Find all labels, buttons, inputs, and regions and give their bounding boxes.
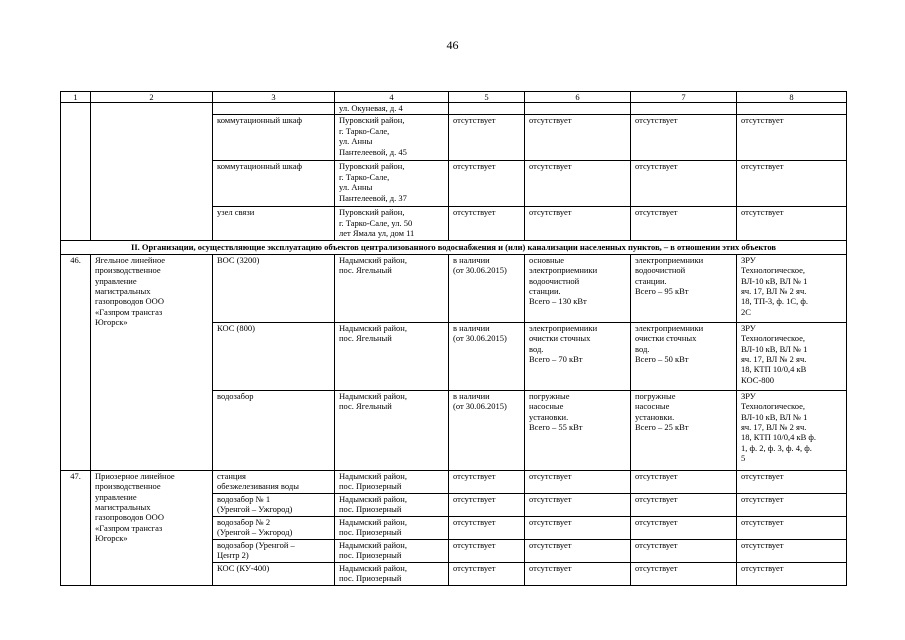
backup-supply-cell: отсутствует (449, 115, 525, 161)
object-name-cell: коммутационный шкаф (213, 161, 335, 207)
page-number: 46 (446, 38, 459, 52)
backup-supply-cell: отсутствует (449, 493, 525, 516)
section-heading-row (61, 241, 847, 254)
table-body (61, 92, 847, 586)
category-two-cell: отсутствует (631, 161, 737, 207)
backup-supply-cell: в наличии (от 30.06.2015) (449, 390, 525, 470)
power-source-cell: ЗРУ Технологическое, ВЛ-10 кВ, ВЛ № 1 яч. 17, ВЛ № 2 яч. 18, КТП 10/0,4 кВ КОС-800 (737, 322, 847, 390)
power-source-cell: ЗРУ Технологическое, ВЛ-10 кВ, ВЛ № 1 яч. 17, ВЛ № 2 яч. 18, КТП 10/0,4 кВ ф. 1, ф. 2, ф. 3, ф. 4, ф. 5 (737, 390, 847, 470)
category-two-cell: отсутствует (631, 207, 737, 241)
address-cell: Надымский район, пос. Приозерный (335, 516, 449, 539)
address-cell: Надымский район, пос. Приозерный (335, 470, 449, 493)
section-heading: II. Организации, осуществляющие эксплуатацию объектов централизованного водоснабжения и (или) канализации населенных пунктов, – в отношении этих объектов (61, 241, 847, 254)
object-name-cell: водозабор (Уренгой – Центр 2) (213, 539, 335, 562)
power-source-cell: отсутствует (737, 470, 847, 493)
category-two-cell: погружные насосные установки. Всего – 25 кВт (631, 390, 737, 470)
table-row (61, 103, 847, 115)
category-two-cell: электроприемники очистки сточных вод. Всего – 50 кВт (631, 322, 737, 390)
category-two-cell (631, 103, 737, 115)
category-one-cell (525, 103, 631, 115)
backup-supply-cell: отсутствует (449, 562, 525, 585)
category-one-cell: отсутствует (525, 539, 631, 562)
table-row (61, 470, 847, 493)
address-cell: Надымский район, пос. Приозерный (335, 539, 449, 562)
object-name-cell: КОС (800) (213, 322, 335, 390)
column-number-row (61, 92, 847, 103)
column-number: 8 (737, 92, 847, 103)
objects-table (60, 91, 847, 586)
object-name-cell: станция обезжелезивания воды (213, 470, 335, 493)
object-name-cell: водозабор № 2 (Уренгой – Ужгород) (213, 516, 335, 539)
backup-supply-cell: отсутствует (449, 207, 525, 241)
power-source-cell: отсутствует (737, 115, 847, 161)
backup-supply-cell: в наличии (от 30.06.2015) (449, 254, 525, 322)
power-source-cell: ЗРУ Технологическое, ВЛ-10 кВ, ВЛ № 1 яч. 17, ВЛ № 2 яч. 18, ТП-3, ф. 1С, ф. 2С (737, 254, 847, 322)
table-row (61, 254, 847, 322)
category-one-cell: погружные насосные установки. Всего – 55 кВт (525, 390, 631, 470)
entry-number-cell: 47. (61, 470, 91, 585)
address-cell: Пуровский район, г. Тарко-Сале, ул. 50 лет Ямала ул, дом 11 (335, 207, 449, 241)
backup-supply-cell (449, 103, 525, 115)
object-name-cell: ВОС (3200) (213, 254, 335, 322)
object-name-cell (213, 103, 335, 115)
category-one-cell: отсутствует (525, 516, 631, 539)
column-number: 3 (213, 92, 335, 103)
organization-cell (91, 103, 213, 241)
object-name-cell: узел связи (213, 207, 335, 241)
backup-supply-cell: отсутствует (449, 539, 525, 562)
object-name-cell: КОС (КУ-400) (213, 562, 335, 585)
power-source-cell (737, 103, 847, 115)
power-source-cell: отсутствует (737, 562, 847, 585)
address-cell: Надымский район, пос. Ягельный (335, 322, 449, 390)
category-one-cell: отсутствует (525, 115, 631, 161)
organization-cell: Приозерное линейное производственное управление магистральных газопроводов ООО «Газпром трансгаз Югорск» (91, 470, 213, 585)
backup-supply-cell: отсутствует (449, 516, 525, 539)
address-cell: ул. Окуневая, д. 4 (335, 103, 449, 115)
address-cell: Пуровский район, г. Тарко-Сале, ул. Анны Пантелеевой, д. 37 (335, 161, 449, 207)
category-one-cell: отсутствует (525, 493, 631, 516)
backup-supply-cell: в наличии (от 30.06.2015) (449, 322, 525, 390)
category-two-cell: отсутствует (631, 562, 737, 585)
backup-supply-cell: отсутствует (449, 161, 525, 207)
category-two-cell: отсутствует (631, 470, 737, 493)
category-one-cell: отсутствует (525, 207, 631, 241)
object-name-cell: водозабор № 1 (Уренгой – Ужгород) (213, 493, 335, 516)
address-cell: Пуровский район, г. Тарко-Сале, ул. Анны Пантелеевой, д. 45 (335, 115, 449, 161)
category-one-cell: отсутствует (525, 562, 631, 585)
power-source-cell: отсутствует (737, 539, 847, 562)
category-one-cell: отсутствует (525, 470, 631, 493)
category-two-cell: отсутствует (631, 493, 737, 516)
object-name-cell: коммутационный шкаф (213, 115, 335, 161)
power-source-cell: отсутствует (737, 207, 847, 241)
category-one-cell: основные электроприемники водоочистной станции. Всего – 130 кВт (525, 254, 631, 322)
category-one-cell: электроприемники очистки сточных вод. Всего – 70 кВт (525, 322, 631, 390)
object-name-cell: водозабор (213, 390, 335, 470)
column-number: 2 (91, 92, 213, 103)
category-two-cell: отсутствует (631, 539, 737, 562)
entry-number-cell: 46. (61, 254, 91, 470)
category-two-cell: электроприемники водоочистной станции. Всего – 95 кВт (631, 254, 737, 322)
power-source-cell: отсутствует (737, 493, 847, 516)
column-number: 5 (449, 92, 525, 103)
address-cell: Надымский район, пос. Ягельный (335, 390, 449, 470)
backup-supply-cell: отсутствует (449, 470, 525, 493)
entry-number-cell (61, 103, 91, 241)
column-number: 7 (631, 92, 737, 103)
organization-cell: Ягельное линейное производственное управление магистральных газопроводов ООО «Газпром трансгаз Югорск» (91, 254, 213, 470)
address-cell: Надымский район, пос. Ягельный (335, 254, 449, 322)
column-number: 1 (61, 92, 91, 103)
column-number: 6 (525, 92, 631, 103)
category-two-cell: отсутствует (631, 115, 737, 161)
address-cell: Надымский район, пос. Приозерный (335, 562, 449, 585)
address-cell: Надымский район, пос. Приозерный (335, 493, 449, 516)
power-source-cell: отсутствует (737, 161, 847, 207)
power-source-cell: отсутствует (737, 516, 847, 539)
category-two-cell: отсутствует (631, 516, 737, 539)
category-one-cell: отсутствует (525, 161, 631, 207)
column-number: 4 (335, 92, 449, 103)
